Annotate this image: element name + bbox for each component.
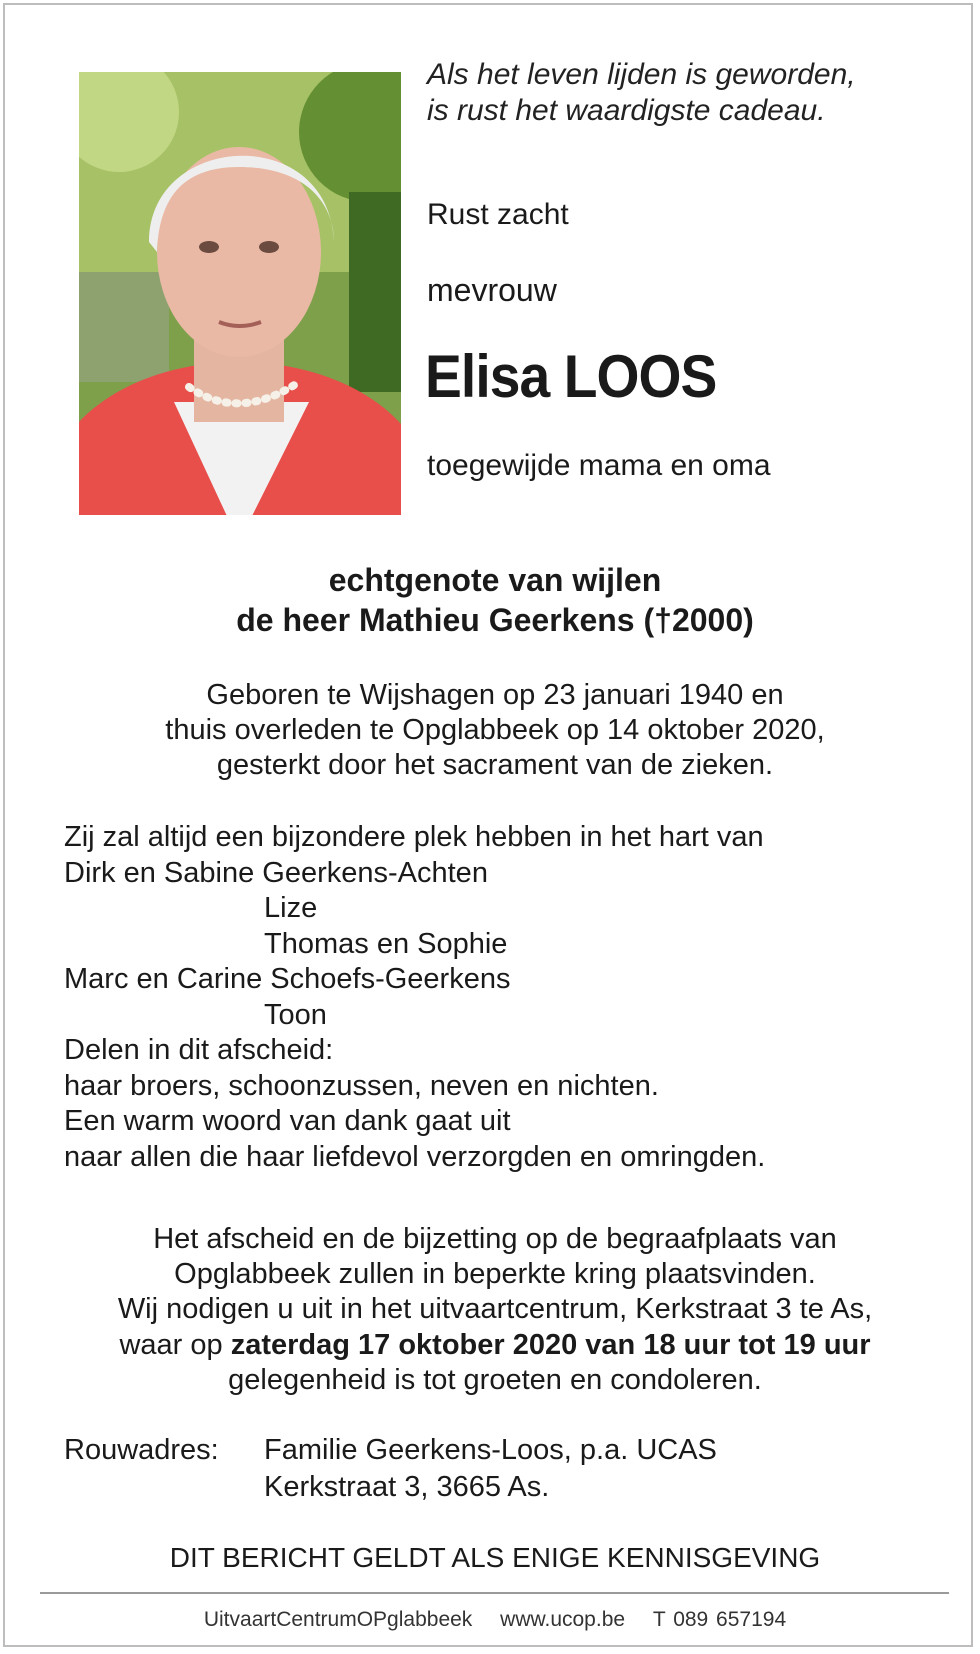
quote-line-1: Als het leven lijden is geworden, <box>427 58 856 91</box>
deceased-role: toegewijde mama en oma <box>427 449 771 482</box>
funeral-line-1: Het afscheid en de bijzetting op de begraafplaats van <box>153 1223 837 1255</box>
address-line-1: Familie Geerkens-Loos, p.a. UCAS <box>264 1434 717 1466</box>
footer-company: UitvaartCentrumOPglabbeek <box>203 1608 473 1631</box>
family-block <box>64 820 765 1175</box>
funeral-line-3: Wij nodigen u uit in het uitvaartcentrum, Kerkstraat 3 te As, <box>117 1293 873 1326</box>
address-line-2: Kerkstraat 3, 3665 As. <box>264 1471 550 1503</box>
family-intro: Zij zal altijd een bijzondere plek hebben in het hart van <box>64 821 764 853</box>
birth-line-3: gesterkt door het sacrament van de zieken. <box>216 749 774 781</box>
family-child-1: Dirk en Sabine Geerkens-Achten <box>64 856 488 889</box>
birth-line-2: thuis overleden te Opglabbeek op 14 oktober 2020, <box>165 714 825 746</box>
funeral-line-5: gelegenheid is tot groeten en condoleren. <box>228 1363 762 1396</box>
deceased-name: Elisa LOOS <box>425 343 717 410</box>
footer-website[interactable]: www.ucop.be <box>500 1608 626 1631</box>
birth-line-1: Geboren te Wijshagen op 23 januari 1940 en <box>206 679 784 711</box>
family-grandchild-2: Thomas en Sophie <box>264 927 508 960</box>
family-relatives: haar broers, schoonzussen, neven en nichten. <box>64 1069 659 1102</box>
birth-death-block <box>5 678 980 783</box>
family-grandchild-3: Toon <box>264 998 327 1031</box>
spouse-line-2: de heer Mathieu Geerkens (†2000) <box>236 602 754 638</box>
family-share: Delen in dit afscheid: <box>64 1034 334 1066</box>
family-child-2: Marc en Carine Schoefs-Geerkens <box>64 963 511 995</box>
family-grandchild-1: Lize <box>264 892 318 924</box>
spouse-block <box>5 560 980 640</box>
footer <box>5 1608 980 1632</box>
mourning-address <box>64 1432 717 1506</box>
funeral-line-2: Opglabbeek zullen in beperkte kring plaatsvinden. <box>174 1258 816 1291</box>
portrait-photo <box>79 72 401 515</box>
spouse-line-1: echtgenote van wijlen <box>328 562 662 598</box>
footer-divider <box>40 1592 949 1594</box>
rust-zacht: Rust zacht <box>427 198 569 231</box>
funeral-line-4-prefix: waar op <box>119 1328 231 1361</box>
funeral-block <box>5 1222 980 1398</box>
family-thanks-2: naar allen die haar liefdevol verzorgden en omringden. <box>64 1140 766 1173</box>
funeral-line-4 <box>5 1328 980 1363</box>
honorific: mevrouw <box>427 272 557 308</box>
portrait-icon <box>79 72 401 515</box>
notice: DIT BERICHT GELDT ALS ENIGE KENNISGEVING <box>169 1542 821 1573</box>
footer-phone: T 089 657194 <box>652 1608 787 1631</box>
quote <box>427 57 856 129</box>
obituary-card <box>3 3 973 1647</box>
quote-line-2: is rust het waardigste cadeau. <box>427 94 826 127</box>
address-label: Rouwadres: <box>64 1434 219 1466</box>
visitation-time: zaterdag 17 oktober 2020 van 18 uur tot 19 uur <box>230 1328 871 1361</box>
family-thanks-1: Een warm woord van dank gaat uit <box>64 1105 511 1137</box>
